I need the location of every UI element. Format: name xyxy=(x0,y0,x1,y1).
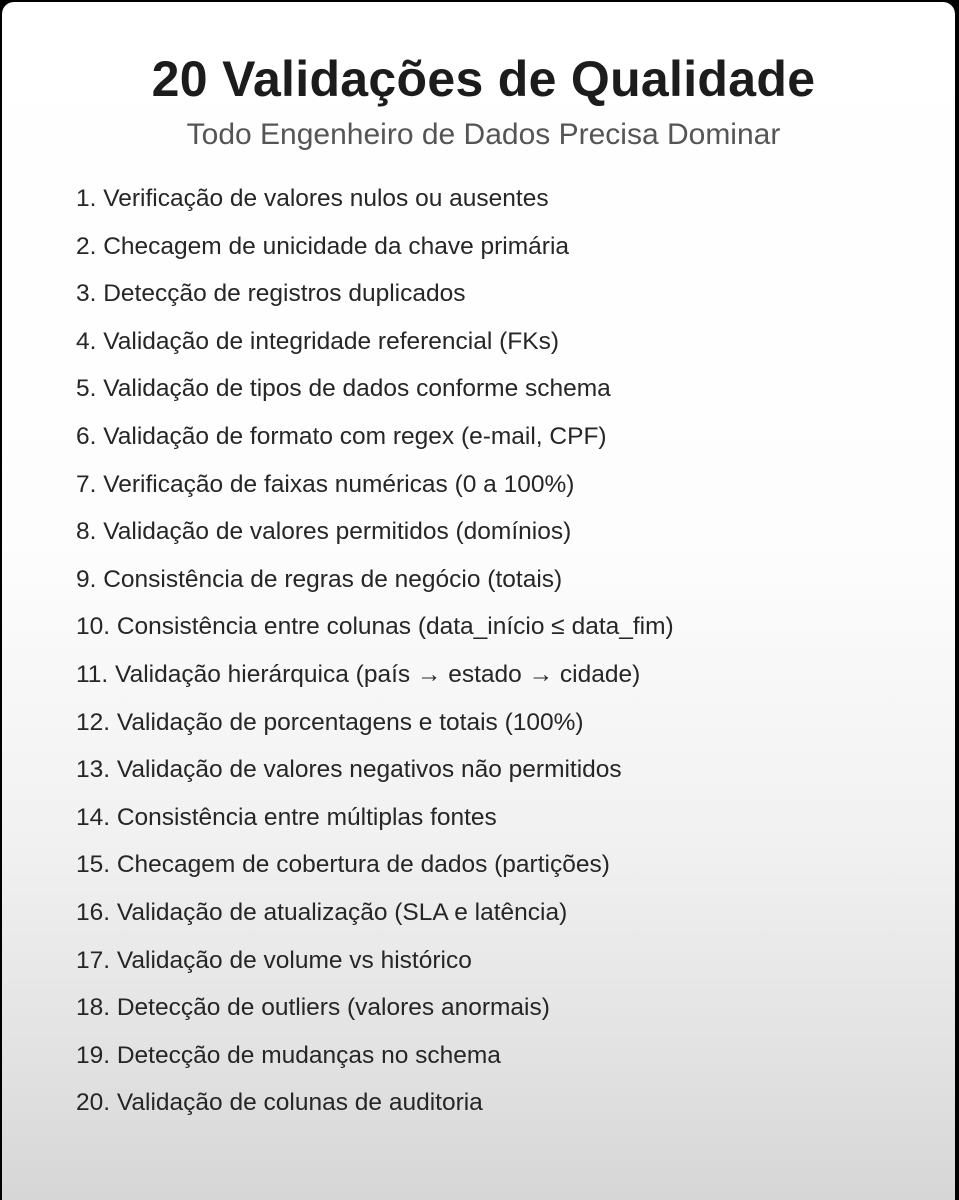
validation-list xyxy=(76,180,674,1132)
list-item: 10. Consistência entre colunas (data_início ≤ data_fim) xyxy=(76,613,674,641)
list-item: 12. Validação de porcentagens e totais (100%) xyxy=(76,708,584,736)
page-subtitle: Todo Engenheiro de Dados Precisa Dominar xyxy=(186,118,781,151)
list-item: 14. Consistência entre múltiplas fontes xyxy=(76,803,497,831)
list-item: 8. Validação de valores permitidos (domínios) xyxy=(76,518,572,546)
list-item: 5. Validação de tipos de dados conforme schema xyxy=(76,375,611,403)
list-item: 15. Checagem de cobertura de dados (partições) xyxy=(76,851,610,879)
list-item: 11. Validação hierárquica (país → estado → cidade) xyxy=(76,660,641,688)
list-item: 16. Validação de atualização (SLA e latência) xyxy=(76,898,568,926)
list-item: 2. Checagem de unicidade da chave primária xyxy=(76,232,570,260)
list-item: 6. Validação de formato com regex (e-mail, CPF) xyxy=(76,422,607,450)
list-item: 20. Validação de colunas de auditoria xyxy=(76,1089,483,1117)
list-item: 1. Verificação de valores nulos ou ausentes xyxy=(76,185,549,212)
list-item: 18. Detecção de outliers (valores anormais) xyxy=(76,994,550,1022)
list-item: 17. Validação de volume vs histórico xyxy=(76,946,472,974)
list-item: 4. Validação de integridade referencial (FKs) xyxy=(76,327,560,355)
page-title: 20 Validações de Qualidade xyxy=(151,51,816,107)
document-card xyxy=(2,2,955,1200)
list-item: 19. Detecção de mudanças no schema xyxy=(76,1041,501,1069)
list-item: 13. Validação de valores negativos não permitidos xyxy=(76,756,622,784)
list-item: 3. Detecção de registros duplicados xyxy=(76,280,466,308)
list-item: 7. Verificação de faixas numéricas (0 a 100%) xyxy=(76,470,575,498)
list-item: 9. Consistência de regras de negócio (totais) xyxy=(76,565,563,593)
